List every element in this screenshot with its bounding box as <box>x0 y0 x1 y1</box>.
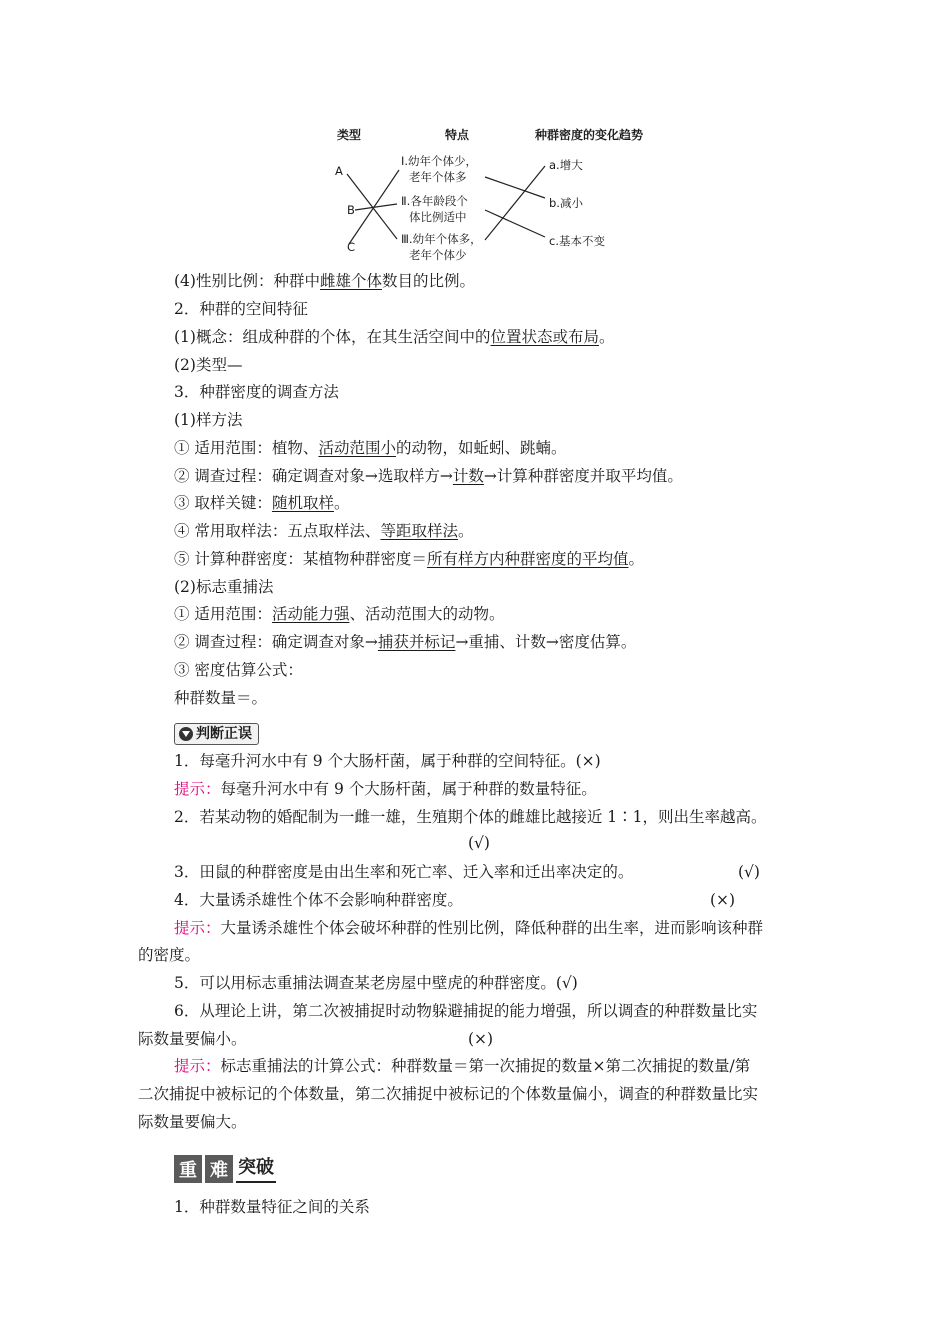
quadrat-scope: ① 适用范围：植物、活动范围小的动物，如蚯蚓、跳蝻。 <box>174 439 567 457</box>
hint-6-line2: 二次捕捉中被标记的个体数量，第二次捕捉中被标记的个体数量偏小，调查的种群数量比实 <box>138 1085 759 1103</box>
type-b: B <box>347 203 355 217</box>
sex-ratio-line: (4)性别比例：种群中雌雄个体数目的比例。 <box>174 272 475 290</box>
mark-scope: ① 适用范围：活动能力强、活动范围大的动物。 <box>174 605 505 623</box>
type-a: A <box>335 164 343 178</box>
question-4: 4．大量诱杀雄性个体不会影响种群密度。 <box>174 891 463 909</box>
question-3: 3．田鼠的种群密度是由出生率和死亡率、迁入率和迁出率决定的。 <box>174 863 634 881</box>
feature-3-line1: Ⅲ.幼年个体多， <box>401 232 482 246</box>
section-heading <box>174 1153 276 1183</box>
relationship-heading: 1．种群数量特征之间的关系 <box>174 1198 370 1216</box>
quadrat-process: ② 调查过程：确定调查对象→选取样方→计数→计算种群密度并取平均值。 <box>174 467 683 485</box>
quadrat-density: ⑤ 计算种群密度：某植物种群密度＝所有样方内种群密度的平均值。 <box>174 550 644 568</box>
age-structure-diagram <box>335 122 675 272</box>
question-2-mark: (√) <box>468 834 490 852</box>
question-3-mark: (√) <box>738 863 760 881</box>
quadrat-methods: ④ 常用取样法：五点取样法、等距取样法。 <box>174 522 474 540</box>
feature-1-line1: Ⅰ.幼年个体少， <box>401 154 478 168</box>
judge-badge-label: 判断正误 <box>196 726 252 742</box>
down-triangle-icon <box>179 727 193 741</box>
mark-process: ② 调查过程：确定调查对象→捕获并标记→重捕、计数→密度估算。 <box>174 633 637 651</box>
heading-spatial: 2．种群的空间特征 <box>174 300 308 318</box>
hint-1: 提示：每毫升河水中有 9 个大肠杆菌，属于种群的数量特征。 <box>174 780 597 798</box>
mark-formula-label: ③ 密度估算公式： <box>174 661 303 679</box>
question-6-line1: 6．从理论上讲，第二次被捕捉时动物躲避捕捉的能力增强，所以调查的种群数量比实 <box>174 1002 758 1020</box>
concept-line: (1)概念：组成种群的个体，在其生活空间中的位置状态或布局。 <box>174 328 615 346</box>
feature-3-line2: 老年个体少 <box>409 248 467 262</box>
question-6-mark: (×) <box>468 1030 494 1048</box>
feature-1-line2: 老年个体多 <box>409 170 467 184</box>
col-trend-header: 种群密度的变化趋势 <box>535 128 644 142</box>
hint-4-line1: 提示：大量诱杀雄性个体会破坏种群的性别比例，降低种群的出生率，进而影响该种群 <box>174 919 764 937</box>
trend-b: b.减小 <box>549 196 583 210</box>
type-line: (2)类型— <box>174 356 243 374</box>
trend-a: a.增大 <box>549 158 583 172</box>
feature-2-line1: Ⅱ.各年龄段个 <box>401 194 468 208</box>
section-char-1: 重 <box>174 1155 202 1183</box>
trend-c: c.基本不变 <box>549 234 605 248</box>
question-4-mark: (×) <box>710 891 736 909</box>
feature-2-line2: 体比例适中 <box>409 210 467 224</box>
quadrat-heading: (1)样方法 <box>174 411 243 429</box>
heading-methods: 3．种群密度的调查方法 <box>174 383 339 401</box>
mark-recapture-heading: (2)标志重捕法 <box>174 578 274 596</box>
quadrat-key: ③ 取样关键：随机取样。 <box>174 494 350 512</box>
type-c: C <box>347 240 356 254</box>
question-5: 5．可以用标志重捕法调查某老房屋中壁虎的种群密度。(√) <box>174 974 578 992</box>
hint-4-line2: 的密度。 <box>138 946 201 964</box>
col-feature-header: 特点 <box>445 128 470 142</box>
section-char-2: 难 <box>205 1155 233 1183</box>
question-6-line2: 际数量要偏小。 <box>138 1030 247 1048</box>
hint-6-line3: 际数量要偏大。 <box>138 1113 247 1131</box>
judge-badge <box>174 723 259 745</box>
section-light-text: 突破 <box>236 1155 276 1183</box>
mark-formula: 种群数量＝。 <box>174 689 268 707</box>
connector-lines <box>335 122 675 272</box>
question-1: 1．每毫升河水中有 9 个大肠杆菌，属于种群的空间特征。(×) <box>174 752 601 770</box>
col-type-header: 类型 <box>337 128 362 142</box>
question-2: 2．若某动物的婚配制为一雌一雄，生殖期个体的雌雄比越接近 1∶1，则出生率越高。 <box>174 808 767 826</box>
hint-6-line1: 提示：标志重捕法的计算公式：种群数量＝第一次捕捉的数量×第二次捕捉的数量/第 <box>174 1057 751 1075</box>
